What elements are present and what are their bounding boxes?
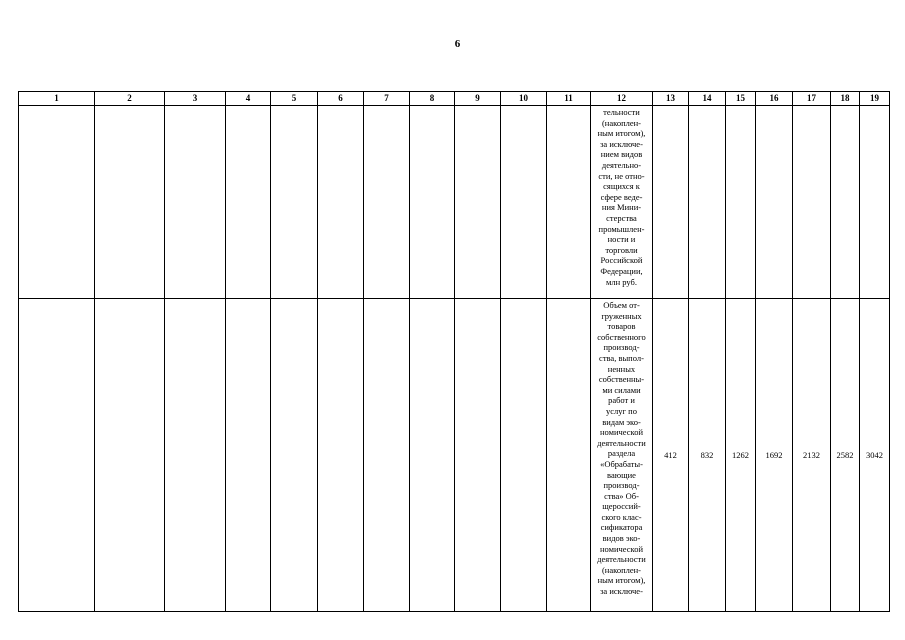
column-header: 10 [501,92,547,106]
table-row [19,106,890,299]
empty-cell [271,106,318,299]
value-cell [860,106,890,299]
column-header: 19 [860,92,890,106]
empty-cell [501,299,547,612]
indicator-description-cell [591,106,653,299]
empty-cell [364,106,410,299]
empty-cell [455,106,501,299]
empty-cell [410,106,455,299]
column-header: 12 [591,92,653,106]
page-number: 6 [454,38,461,50]
empty-cell [271,299,318,612]
column-header: 16 [756,92,793,106]
indicator-description: тельности (накоплен- ным итогом), за исключе- нием видов деятельно- сти, не отно- сящихся к сфере веде- ния Мини- стерства промышлен- ности и торговли Российской Федерации, млн руб. [597,107,646,287]
empty-cell [364,299,410,612]
empty-cell [455,299,501,612]
column-header: 13 [653,92,689,106]
empty-cell [547,299,591,612]
value-cell: 1692 [756,299,793,612]
column-header: 5 [271,92,318,106]
column-header: 18 [831,92,860,106]
value-cell [689,106,726,299]
column-header: 17 [793,92,831,106]
empty-cell [318,299,364,612]
value-cell [653,106,689,299]
empty-cell [226,299,271,612]
empty-cell [501,106,547,299]
empty-cell [226,106,271,299]
indicator-table [18,91,890,612]
empty-cell [165,299,226,612]
column-number-row [19,92,890,106]
value-cell [793,106,831,299]
empty-cell [95,106,165,299]
empty-cell [318,106,364,299]
empty-cell [19,106,95,299]
value-cell: 3042 [860,299,890,612]
value-cell: 2132 [793,299,831,612]
empty-cell [95,299,165,612]
column-header: 11 [547,92,591,106]
value-cell: 2582 [831,299,860,612]
indicator-description: Объем от- груженных товаров собственного производ- ства, выпол- ненных собственны- ми силами работ и услуг по видам эко- номической деятельности раздела «Обрабаты- вающие производ- ства» Об- щероссий- ского клас- сификатора видов эко- номической деятельности (накоплен- ным итогом), за исключе- [597,300,646,597]
column-header: 6 [318,92,364,106]
value-cell [756,106,793,299]
empty-cell [19,299,95,612]
empty-cell [547,106,591,299]
empty-cell [165,106,226,299]
column-header: 8 [410,92,455,106]
value-cell: 412 [653,299,689,612]
value-cell: 832 [689,299,726,612]
column-header: 7 [364,92,410,106]
column-header: 15 [726,92,756,106]
empty-cell [410,299,455,612]
value-cell [831,106,860,299]
column-header: 4 [226,92,271,106]
table-row [19,299,890,612]
value-cell [726,106,756,299]
column-header: 3 [165,92,226,106]
column-header: 9 [455,92,501,106]
column-header: 1 [19,92,95,106]
column-header: 2 [95,92,165,106]
column-header: 14 [689,92,726,106]
indicator-description-cell [591,299,653,612]
value-cell: 1262 [726,299,756,612]
